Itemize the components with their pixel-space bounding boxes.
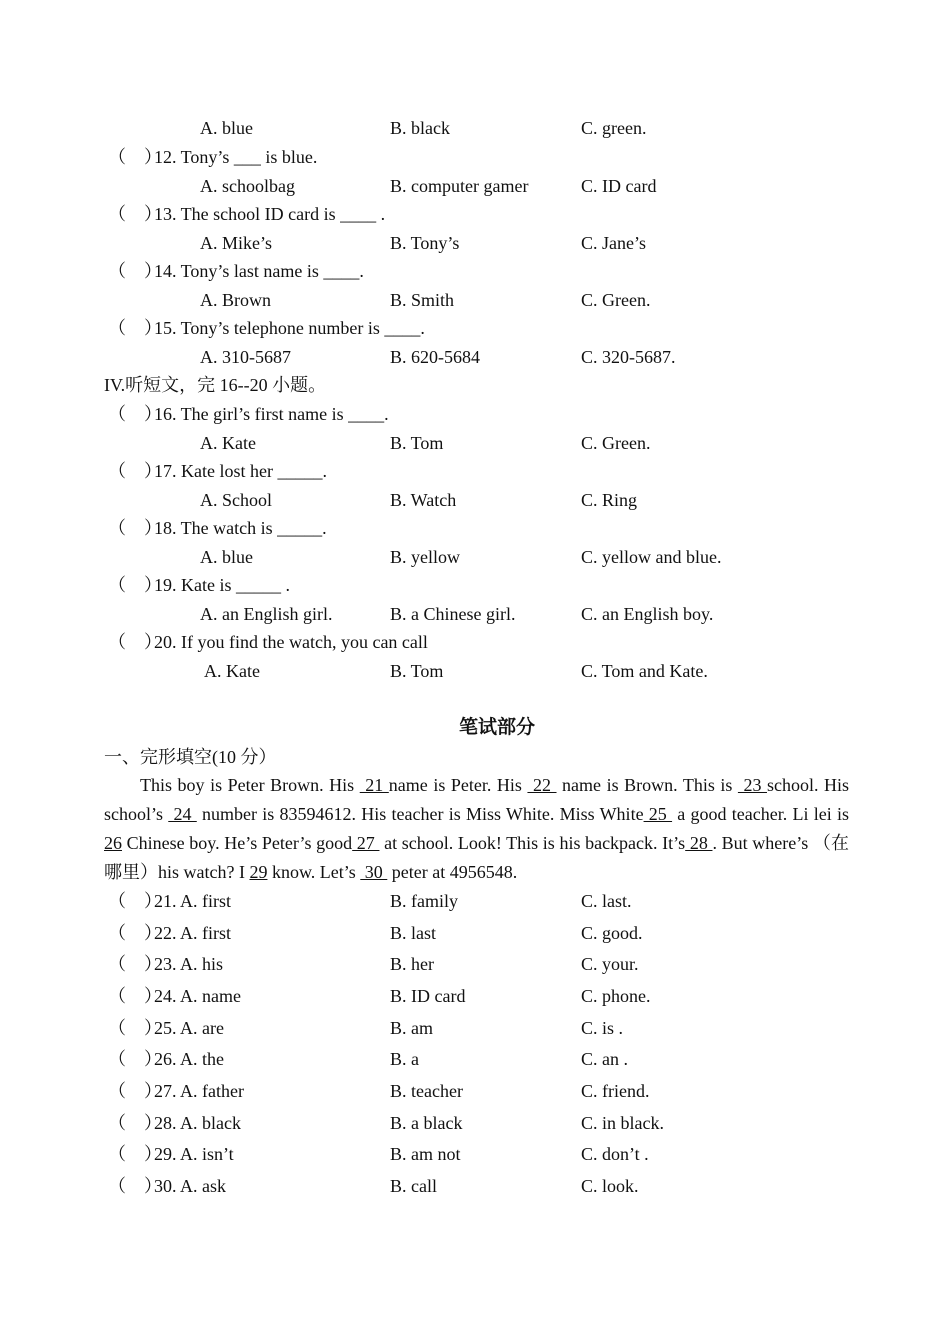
option-b: B. family (390, 891, 458, 911)
blank-26[interactable]: 26 (104, 833, 122, 853)
cloze-question-26 (108, 1048, 224, 1070)
question-19 (108, 574, 290, 596)
option-b: B. computer gamer (390, 176, 529, 196)
cloze-question-27 (108, 1080, 244, 1102)
option-c: C. green. (581, 118, 647, 138)
option-b: B. Tony’s (390, 233, 460, 253)
cloze-question-28 (108, 1112, 241, 1134)
option-b: B. yellow (390, 547, 460, 567)
answer-bracket[interactable]: （ ） (108, 404, 162, 424)
option-c: C. look. (581, 1176, 639, 1196)
option-b: B. Watch (390, 490, 457, 510)
question-stem: 12. Tony’s ___ is blue. (154, 147, 318, 167)
option-c: C. phone. (581, 986, 651, 1006)
option-a: A. 310-5687 (200, 347, 291, 367)
question-stem: 26. A. the (154, 1049, 224, 1069)
question-stem: 17. Kate lost her _____. (154, 461, 327, 481)
question-stem: 16. The girl’s first name is ____. (154, 404, 389, 424)
section-heading: IV.听短文，完 16--20 小题。 (104, 375, 327, 395)
blank-25[interactable]: 25 (643, 804, 673, 824)
option-b: B. teacher (390, 1081, 463, 1101)
option-c: C. Tom and Kate. (581, 661, 708, 681)
question-14 (108, 260, 364, 282)
passage-text: name is Peter. His (388, 775, 528, 795)
option-b: B. am (390, 1018, 433, 1038)
answer-bracket[interactable]: （ ） (108, 1018, 162, 1038)
passage-text: peter at 4956548. (387, 862, 518, 882)
answer-bracket[interactable]: （ ） (108, 518, 162, 538)
passage-text: know. Let’s (267, 862, 361, 882)
question-stem: 24. A. name (154, 986, 241, 1006)
option-c: C. friend. (581, 1081, 650, 1101)
question-16 (108, 403, 389, 425)
question-stem: 13. The school ID card is ____ . (154, 204, 386, 224)
passage-text: This boy is Peter Brown. His (140, 775, 360, 795)
option-c: C. is . (581, 1018, 624, 1038)
option-c: C. Green. (581, 290, 651, 310)
option-a: A. Kate (200, 433, 256, 453)
question-stem: 29. A. isn’t (154, 1144, 234, 1164)
answer-bracket[interactable]: （ ） (108, 954, 162, 974)
cloze-question-22 (108, 922, 231, 944)
answer-bracket[interactable]: （ ） (108, 261, 162, 281)
answer-bracket[interactable]: （ ） (108, 318, 162, 338)
passage-text: school. His school’s (104, 775, 850, 824)
cloze-question-30 (108, 1175, 226, 1197)
option-b: B. a (390, 1049, 419, 1069)
answer-bracket[interactable]: （ ） (108, 891, 162, 911)
option-a: A. blue (200, 547, 253, 567)
option-a: A. Kate (204, 661, 260, 681)
option-c: C. your. (581, 954, 639, 974)
passage-text: a good teacher. Li lei is (672, 804, 849, 824)
option-c: C. good. (581, 923, 643, 943)
option-c: C. don’t . (581, 1144, 649, 1164)
answer-bracket[interactable]: （ ） (108, 575, 162, 595)
answer-bracket[interactable]: （ ） (108, 632, 162, 652)
question-15 (108, 317, 425, 339)
cloze-question-24 (108, 985, 241, 1007)
option-c: C. 320-5687. (581, 347, 676, 367)
cloze-question-23 (108, 953, 223, 975)
cloze-passage (104, 771, 849, 887)
blank-27[interactable]: 27 (352, 833, 380, 853)
question-stem: 14. Tony’s last name is ____. (154, 261, 364, 281)
answer-bracket[interactable]: （ ） (108, 1144, 162, 1164)
answer-bracket[interactable]: （ ） (108, 923, 162, 943)
question-17 (108, 460, 327, 482)
option-c: C. an . (581, 1049, 628, 1069)
option-c: C. Jane’s (581, 233, 646, 253)
blank-21[interactable]: 21 (359, 775, 389, 795)
answer-bracket[interactable]: （ ） (108, 1113, 162, 1133)
option-a: A. schoolbag (200, 176, 295, 196)
cloze-question-29 (108, 1143, 234, 1165)
blank-24[interactable]: 24 (168, 804, 197, 824)
question-18 (108, 517, 327, 539)
blank-28[interactable]: 28 (685, 833, 713, 853)
passage-text: . But where’s （在哪里）his watch? I (104, 833, 850, 882)
question-stem: 22. A. first (154, 923, 232, 943)
question-stem: 19. Kate is _____ . (154, 575, 290, 595)
option-c: C. an English boy. (581, 604, 714, 624)
question-stem: 15. Tony’s telephone number is ____. (154, 318, 425, 338)
answer-bracket[interactable]: （ ） (108, 461, 162, 481)
option-c: C. Green. (581, 433, 651, 453)
blank-29[interactable]: 29 (249, 862, 268, 882)
option-a: A. blue (200, 118, 253, 138)
question-stem: 27. A. father (154, 1081, 244, 1101)
option-a: A. Mike’s (200, 233, 272, 253)
answer-bracket[interactable]: （ ） (108, 1049, 162, 1069)
option-b: B. 620-5684 (390, 347, 480, 367)
question-stem: 25. A. are (154, 1018, 224, 1038)
option-a: A. an English girl. (200, 604, 333, 624)
option-b: B. Tom (390, 433, 444, 453)
option-b: B. black (390, 118, 450, 138)
option-a: A. Brown (200, 290, 271, 310)
option-b: B. Tom (390, 661, 444, 681)
answer-bracket[interactable]: （ ） (108, 986, 162, 1006)
option-b: B. am not (390, 1144, 461, 1164)
question-stem: 28. A. black (154, 1113, 241, 1133)
option-c: C. Ring (581, 490, 638, 510)
section-title: 笔试部分 (458, 716, 535, 738)
question-20 (108, 631, 428, 653)
option-c: C. in black. (581, 1113, 664, 1133)
cloze-question-25 (108, 1017, 224, 1039)
option-b: B. ID card (390, 986, 466, 1006)
question-13 (108, 203, 385, 225)
option-b: B. call (390, 1176, 437, 1196)
answer-bracket[interactable]: （ ） (108, 1081, 162, 1101)
option-a: A. School (200, 490, 272, 510)
passage-text: number is 83594612. His teacher is Miss White. Miss White (196, 804, 644, 824)
question-stem: 23. A. his (154, 954, 224, 974)
option-b: B. Smith (390, 290, 455, 310)
blank-22[interactable]: 22 (527, 775, 557, 795)
answer-bracket[interactable]: （ ） (108, 1176, 162, 1196)
option-c: C. last. (581, 891, 632, 911)
cloze-question-21 (108, 890, 231, 912)
blank-30[interactable]: 30 (360, 862, 388, 882)
option-c: C. ID card (581, 176, 657, 196)
passage-text: at school. Look! This is his backpack. It’s (379, 833, 686, 853)
option-b: B. a black (390, 1113, 463, 1133)
question-stem: 30. A. ask (154, 1176, 226, 1196)
question-stem: 21. A. first (154, 891, 232, 911)
question-12 (108, 146, 317, 168)
answer-bracket[interactable]: （ ） (108, 204, 162, 224)
passage-text: Chinese boy. He’s Peter’s good (122, 833, 353, 853)
blank-23[interactable]: 23 (737, 775, 767, 795)
option-b: B. her (390, 954, 434, 974)
option-b: B. a Chinese girl. (390, 604, 516, 624)
passage-text: name is Brown. This is (556, 775, 738, 795)
option-b: B. last (390, 923, 437, 943)
answer-bracket[interactable]: （ ） (108, 147, 162, 167)
section-heading: 一、完形填空(10 分） (104, 747, 277, 767)
option-c: C. yellow and blue. (581, 547, 722, 567)
question-stem: 20. If you find the watch, you can call (154, 632, 428, 652)
question-stem: 18. The watch is _____. (154, 518, 327, 538)
